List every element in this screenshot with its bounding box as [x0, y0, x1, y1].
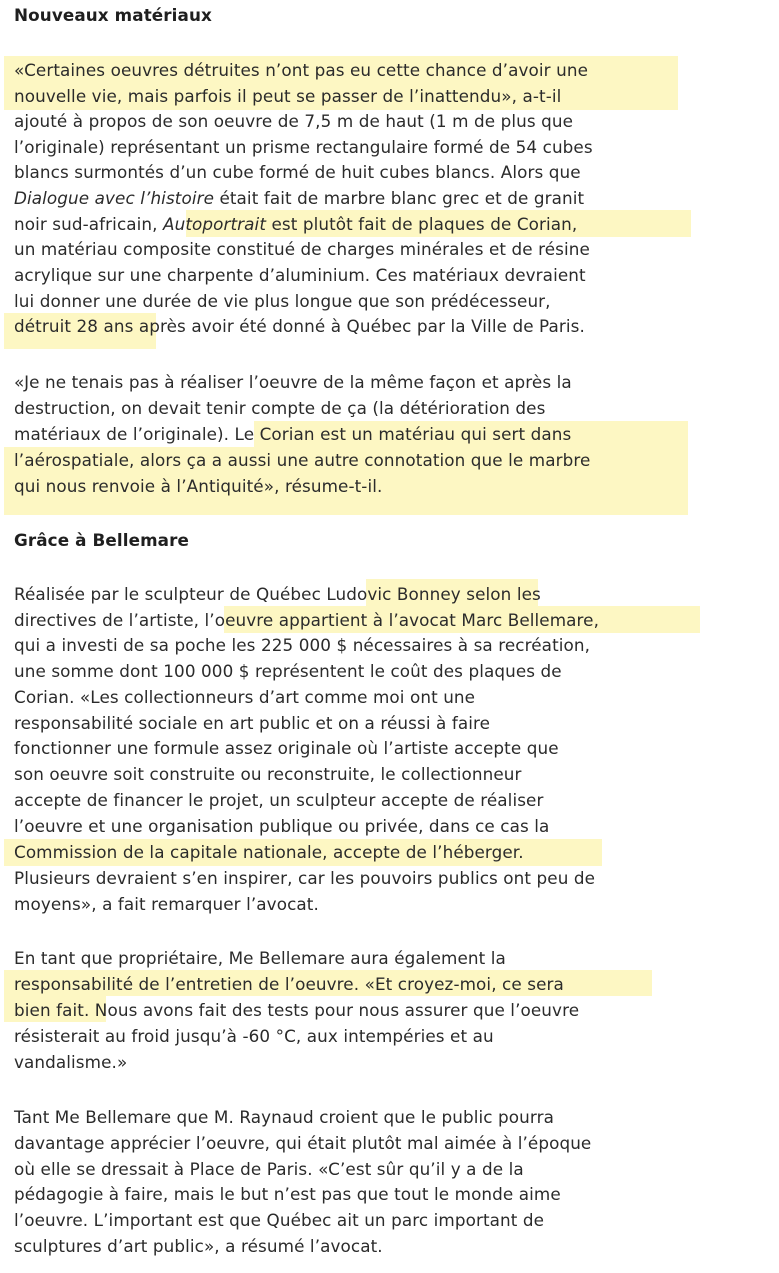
text-line: bien fait. Nous avons fait des tests pour nous assurer que l’oeuvre	[14, 1000, 580, 1020]
text-line: En tant que propriétaire, Me Bellemare aura également la	[14, 948, 506, 968]
text-span: était fait de marbre blanc grec et de granit	[214, 188, 585, 208]
text-span: est plutôt fait de plaques de Corian,	[266, 214, 578, 234]
text-line: «Certaines oeuvres détruites n’ont pas eu cette chance d’avoir une	[14, 60, 588, 80]
text-line: destruction, on devait tenir compte de ça (la détérioration des	[14, 398, 546, 418]
text-line: accepte de financer le projet, un sculpteur accepte de réaliser	[14, 790, 544, 810]
text-line: matériaux de l’originale). Le Corian est un matériau qui sert dans	[14, 424, 572, 444]
text-line: davantage apprécier l’oeuvre, qui était plutôt mal aimée à l’époque	[14, 1133, 592, 1153]
section-heading: Nouveaux matériaux	[14, 5, 212, 25]
text-line: Commission de la capitale nationale, accepte de l’héberger.	[14, 842, 524, 862]
text-line: l’aérospatiale, alors ça a aussi une autre connotation que le marbre	[14, 450, 591, 470]
text-line: responsabilité de l’entretien de l’oeuvre. «Et croyez-moi, ce sera	[14, 974, 564, 994]
text-line: son oeuvre soit construite ou reconstruite, le collectionneur	[14, 764, 522, 784]
text-line: responsabilité sociale en art public et on a réussi à faire	[14, 713, 491, 733]
text-line: sculptures d’art public», a résumé l’avocat.	[14, 1236, 383, 1256]
work-title: Autoportrait	[163, 214, 267, 234]
text-line: Corian. «Les collectionneurs d’art comme moi ont une	[14, 687, 476, 707]
text-line: nouvelle vie, mais parfois il peut se passer de l’inattendu», a-t-il	[14, 86, 562, 106]
text-line: fonctionner une formule assez originale où l’artiste accepte que	[14, 738, 559, 758]
text-line: qui nous renvoie à l’Antiquité», résume-t-il.	[14, 476, 383, 496]
text-line: l’oeuvre. L’important est que Québec ait un parc important de	[14, 1210, 545, 1230]
text-line: moyens», a fait remarquer l’avocat.	[14, 894, 319, 914]
text-line: ajouté à propos de son oeuvre de 7,5 m de haut (1 m de plus que	[14, 111, 574, 131]
section-heading: Grâce à Bellemare	[14, 530, 189, 550]
text-line: qui a investi de sa poche les 225 000 $ nécessaires à sa recréation,	[14, 635, 591, 655]
text-line: pédagogie à faire, mais le but n’est pas que tout le monde aime	[14, 1184, 561, 1204]
text-line: Réalisée par le sculpteur de Québec Ludovic Bonney selon les	[14, 584, 541, 604]
text-line: détruit 28 ans après avoir été donné à Québec par la Ville de Paris.	[14, 316, 585, 336]
text-line: lui donner une durée de vie plus longue que son prédécesseur,	[14, 291, 551, 311]
text-line: Tant Me Bellemare que M. Raynaud croient que le public pourra	[14, 1107, 554, 1127]
text-line	[14, 185, 584, 211]
text-line: une somme dont 100 000 $ représentent le coût des plaques de	[14, 661, 562, 681]
text-line: acrylique sur une charpente d’aluminium. Ces matériaux devraient	[14, 265, 586, 285]
work-title: Dialogue avec l’histoire	[14, 188, 215, 208]
text-line: directives de l’artiste, l’oeuvre appartient à l’avocat Marc Bellemare,	[14, 610, 600, 630]
text-line: vandalisme.»	[14, 1052, 128, 1072]
text-line: blancs surmontés d’un cube formé de huit cubes blancs. Alors que	[14, 162, 581, 182]
text-line: un matériau composite constitué de charges minérales et de résine	[14, 239, 590, 259]
text-line: où elle se dressait à Place de Paris. «C’est sûr qu’il y a de la	[14, 1159, 524, 1179]
text-span: noir sud-africain,	[14, 214, 164, 234]
text-line	[14, 211, 577, 237]
text-line: Plusieurs devraient s’en inspirer, car les pouvoirs publics ont peu de	[14, 868, 596, 888]
text-line: «Je ne tenais pas à réaliser l’oeuvre de la même façon et après la	[14, 372, 572, 392]
text-line: l’originale) représentant un prisme rectangulaire formé de 54 cubes	[14, 137, 593, 157]
text-line: l’oeuvre et une organisation publique ou privée, dans ce cas la	[14, 816, 550, 836]
text-line: résisterait au froid jusqu’à -60 °C, aux intempéries et au	[14, 1026, 494, 1046]
